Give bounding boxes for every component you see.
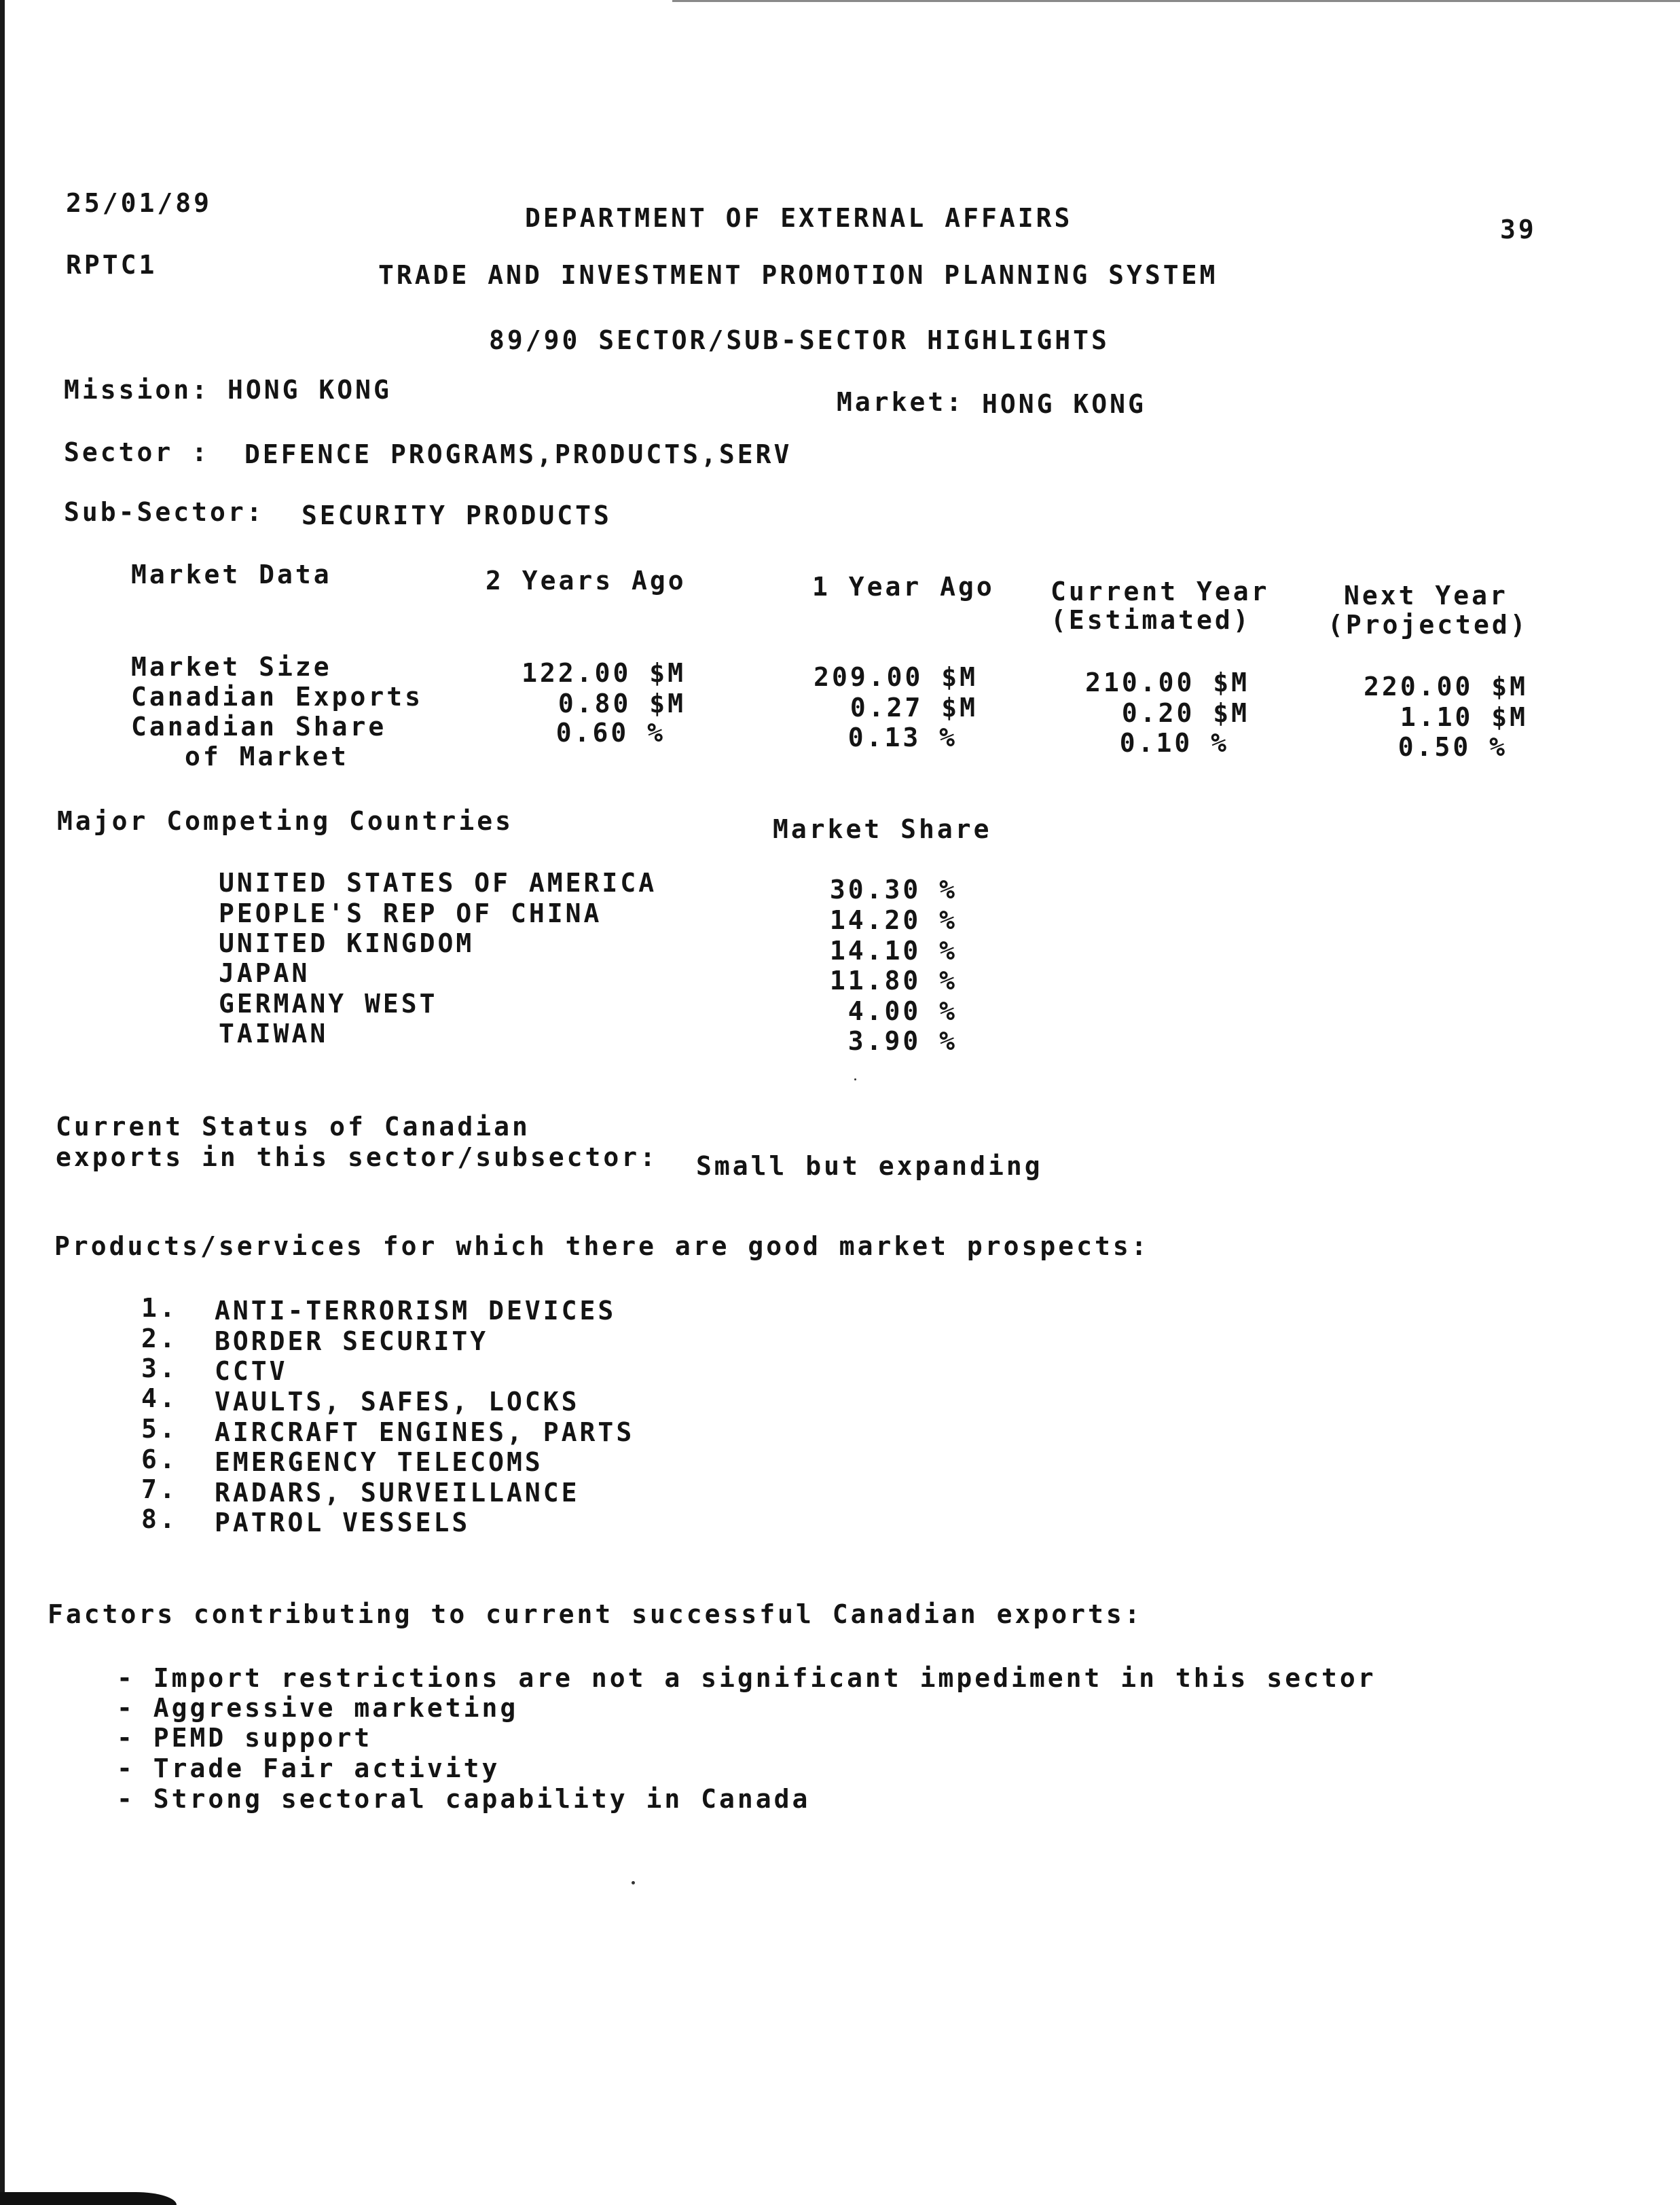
cell-current: 0.20 $M	[1121, 698, 1249, 728]
system-title: TRADE AND INVESTMENT PROMOTION PLANNING SYSTEM	[378, 260, 1218, 290]
col-header-two-years: 2 Years Ago	[486, 566, 687, 596]
competitor-country: PEOPLE'S REP OF CHINA	[219, 898, 602, 928]
scan-speck	[854, 1078, 856, 1080]
item-text: BORDER SECURITY	[215, 1326, 489, 1356]
market-share-heading: Market Share	[773, 814, 992, 844]
cell-one-year: 0.13 %	[847, 723, 957, 752]
list-item: - Strong sectoral capability in Canada	[117, 1784, 811, 1814]
item-text: VAULTS, SAFES, LOCKS	[215, 1387, 580, 1417]
cell-next: 0.50 %	[1398, 732, 1508, 762]
cell-current: 0.10 %	[1119, 728, 1229, 758]
sector-label: Sector :	[64, 437, 211, 467]
scan-edge-bottom	[0, 2192, 177, 2205]
competitor-share: 4.00 %	[847, 996, 957, 1026]
competitor-country: UNITED KINGDOM	[219, 928, 475, 958]
report-code: RPTC1	[66, 250, 158, 280]
scan-speck	[632, 1881, 635, 1884]
competitor-country: UNITED STATES OF AMERICA	[219, 868, 657, 898]
col-header-one-year: 1 Year Ago	[812, 572, 995, 602]
list-item: - Trade Fair activity	[117, 1753, 500, 1783]
list-item: - Aggressive marketing	[117, 1693, 519, 1723]
competitor-share: 11.80 %	[829, 966, 957, 996]
status-value: Small but expanding	[696, 1151, 1043, 1181]
list-item: - Import restrictions are not a significant impediment in this sector	[117, 1663, 1376, 1693]
competitor-country: GERMANY WEST	[219, 989, 438, 1019]
row-label: Market Size	[131, 652, 332, 682]
item-number: 1.	[141, 1293, 178, 1323]
col-header-next-2: (Projected)	[1328, 610, 1529, 640]
item-number: 6.	[141, 1444, 178, 1474]
competitor-country: TAIWAN	[219, 1019, 329, 1049]
competitor-country: JAPAN	[219, 958, 310, 988]
cell-two-years: 0.60 %	[555, 718, 665, 748]
item-text: AIRCRAFT ENGINES, PARTS	[215, 1417, 635, 1447]
status-label-line1: Current Status of Canadian	[56, 1112, 530, 1142]
mission-value: HONG KONG	[227, 375, 392, 405]
item-text: CCTV	[215, 1356, 288, 1386]
report-subtitle: 89/90 SECTOR/SUB-SECTOR HIGHLIGHTS	[489, 325, 1110, 355]
col-header-current-2: (Estimated)	[1051, 605, 1252, 635]
scan-edge-top	[672, 0, 1680, 2]
row-label: Canadian Share	[131, 712, 387, 742]
status-label-line2: exports in this sector/subsector:	[56, 1142, 658, 1172]
prospects-heading: Products/services for which there are good market prospects:	[54, 1231, 1150, 1261]
factors-heading: Factors contributing to current successful Canadian exports:	[48, 1599, 1143, 1629]
market-label: Market:	[837, 387, 965, 417]
item-number: 4.	[141, 1383, 178, 1413]
report-date: 25/01/89	[66, 188, 213, 218]
sector-value: DEFENCE PROGRAMS,PRODUCTS,SERV	[244, 439, 792, 469]
item-text: ANTI-TERRORISM DEVICES	[215, 1296, 617, 1326]
row-label-continued: of Market	[185, 742, 349, 771]
cell-next: 220.00 $M	[1364, 672, 1528, 701]
market-value: HONG KONG	[982, 389, 1146, 419]
cell-next: 1.10 $M	[1400, 702, 1528, 732]
item-text: EMERGENCY TELECOMS	[215, 1447, 543, 1477]
col-header-next-1: Next Year	[1344, 581, 1508, 611]
subsector-label: Sub-Sector:	[64, 497, 265, 527]
cell-two-years: 0.80 $M	[558, 689, 686, 718]
item-text: PATROL VESSELS	[215, 1508, 471, 1537]
item-text: RADARS, SURVEILLANCE	[215, 1478, 580, 1508]
col-header-market-data: Market Data	[131, 560, 332, 589]
cell-two-years: 122.00 $M	[522, 658, 686, 688]
item-number: 3.	[141, 1353, 178, 1383]
col-header-current-1: Current Year	[1051, 577, 1270, 606]
list-item: - PEMD support	[117, 1723, 373, 1753]
row-label: Canadian Exports	[131, 682, 424, 712]
page-number: 39	[1500, 215, 1537, 244]
item-number: 7.	[141, 1474, 178, 1504]
cell-one-year: 209.00 $M	[814, 662, 978, 692]
scan-edge-left	[0, 0, 5, 2205]
competitors-heading: Major Competing Countries	[57, 806, 513, 836]
item-number: 2.	[141, 1324, 178, 1353]
competitor-share: 3.90 %	[847, 1026, 957, 1056]
item-number: 5.	[141, 1414, 178, 1444]
department-title: DEPARTMENT OF EXTERNAL AFFAIRS	[525, 203, 1073, 233]
item-number: 8.	[141, 1504, 178, 1534]
subsector-value: SECURITY PRODUCTS	[302, 500, 612, 530]
competitor-share: 14.10 %	[829, 936, 957, 966]
competitor-share: 14.20 %	[829, 905, 957, 935]
cell-current: 210.00 $M	[1085, 668, 1249, 697]
cell-one-year: 0.27 $M	[850, 693, 978, 723]
competitor-share: 30.30 %	[829, 875, 957, 905]
mission-label: Mission:	[64, 375, 211, 405]
